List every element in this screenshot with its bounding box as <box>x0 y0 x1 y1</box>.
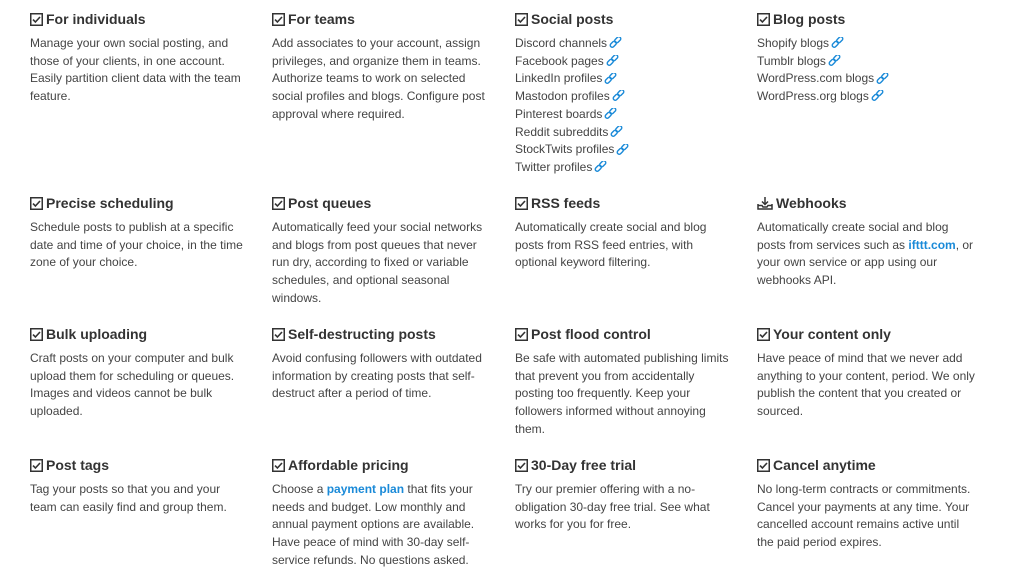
feature-title: Post tags <box>46 457 110 473</box>
feature-bulk-uploading <box>30 325 248 421</box>
link-icon[interactable] <box>831 37 844 50</box>
checkbox-icon <box>272 328 285 341</box>
checkbox-icon <box>30 328 43 341</box>
feature-precise-scheduling <box>30 194 248 272</box>
link-icon[interactable] <box>612 90 625 103</box>
feature-title: Webhooks <box>776 195 847 211</box>
feature-title: Blog posts <box>773 11 846 27</box>
feature-post-flood-control <box>515 325 733 439</box>
feature-post-queues <box>272 194 490 308</box>
checkbox-icon <box>30 197 43 210</box>
link-icon[interactable] <box>604 108 617 121</box>
feature-description: No long-term contracts or commitments. Cancel your payments at any time. Your cancelled account remains active until the paid period expires. <box>757 482 971 550</box>
feature-rss-feeds <box>515 194 733 272</box>
list-item[interactable]: Tumblr blogs <box>757 53 975 71</box>
list-item[interactable]: Discord channels <box>515 35 733 53</box>
payment-plan-link[interactable]: payment plan <box>326 482 405 496</box>
feature-description: Craft posts on your computer and bulk upload them for scheduling or queues. Images and videos cannot be bulk uploaded. <box>30 351 235 419</box>
checkbox-icon <box>515 13 528 26</box>
feature-affordable-pricing <box>272 456 490 570</box>
feature-webhooks <box>757 194 975 290</box>
blog-platform-list <box>757 35 975 106</box>
link-icon[interactable] <box>616 144 629 157</box>
link-icon[interactable] <box>604 73 617 86</box>
link-icon[interactable] <box>606 55 619 68</box>
feature-title: RSS feeds <box>531 195 601 211</box>
feature-title: Post flood control <box>531 326 651 342</box>
checkbox-icon <box>30 13 43 26</box>
ifttt-link[interactable]: ifttt.com <box>908 237 956 252</box>
feature-description: Automatically feed your social networks and blogs from post queues that never run dry, according to fixed or variable schedules, and optional seasonal windows. <box>272 220 483 305</box>
link-icon[interactable] <box>876 73 889 86</box>
feature-description: Choose a payment plan that fits your needs and budget. Low monthly and annual payment options are available. Have peace of mind with 30-day self-service refunds. No questions asked. <box>272 482 475 567</box>
link-icon[interactable] <box>594 161 607 174</box>
checkbox-icon <box>515 459 528 472</box>
feature-title: Post queues <box>288 195 372 211</box>
link-icon[interactable] <box>871 90 884 103</box>
checkbox-icon <box>757 13 770 26</box>
list-item[interactable]: Mastodon profiles <box>515 88 733 106</box>
link-icon[interactable] <box>610 126 623 139</box>
feature-title: 30-Day free trial <box>531 457 637 473</box>
feature-description: Add associates to your account, assign privileges, and organize them in teams. Authorize teams to work on selected social profiles and blogs. Configure post approval where required. <box>272 36 485 121</box>
feature-description: Schedule posts to publish at a specific date and time of your choice, in the time zone of your choice. <box>30 220 243 270</box>
list-item[interactable]: LinkedIn profiles <box>515 70 733 88</box>
feature-description: Automatically create social and blog posts from RSS feed entries, with optional keyword filtering. <box>515 220 707 270</box>
feature-title: Cancel anytime <box>773 457 876 473</box>
checkbox-icon <box>272 13 285 26</box>
list-item[interactable]: Shopify blogs <box>757 35 975 53</box>
feature-description: Automatically create social and blog posts from services such as ifttt.com, or your own service or app using our webhooks API. <box>757 220 974 288</box>
list-item[interactable]: Facebook pages <box>515 53 733 71</box>
feature-description: Tag your posts so that you and your team can easily find and group them. <box>30 482 227 514</box>
list-item[interactable]: Pinterest boards <box>515 106 733 124</box>
feature-blog-posts <box>757 10 975 106</box>
checkbox-icon <box>757 459 770 472</box>
checkbox-icon <box>272 459 285 472</box>
feature-description: Have peace of mind that we never add anything to your content, period. We only publish the content that you created or sourced. <box>757 351 975 419</box>
feature-title: Affordable pricing <box>288 457 409 473</box>
feature-description: Be safe with automated publishing limits that prevent you from accidentally posting too frequently. Keep your followers informed without annoying them. <box>515 351 729 436</box>
feature-title: Your content only <box>773 326 891 342</box>
feature-title: Precise scheduling <box>46 195 174 211</box>
checkbox-icon <box>757 328 770 341</box>
feature-title: Social posts <box>531 11 614 27</box>
checkbox-icon <box>30 459 43 472</box>
feature-self-destructing-posts <box>272 325 490 403</box>
feature-description: Try our premier offering with a no-obligation 30-day free trial. See what works for you for free. <box>515 482 710 532</box>
feature-description: Manage your own social posting, and those of your clients, in one account. Easily partition client data with the team feature. <box>30 36 241 104</box>
feature-cancel-anytime <box>757 456 975 552</box>
feature-free-trial <box>515 456 733 534</box>
social-network-list <box>515 35 733 177</box>
feature-social-posts <box>515 10 733 177</box>
feature-for-individuals <box>30 10 248 106</box>
feature-for-teams <box>272 10 490 124</box>
feature-description: Avoid confusing followers with outdated information by creating posts that self-destruct after a period of time. <box>272 351 482 401</box>
feature-your-content-only <box>757 325 975 421</box>
feature-post-tags <box>30 456 248 516</box>
link-icon[interactable] <box>609 37 622 50</box>
list-item[interactable]: Reddit subreddits <box>515 124 733 142</box>
checkbox-icon <box>515 328 528 341</box>
feature-title: For individuals <box>46 11 146 27</box>
feature-title: For teams <box>288 11 355 27</box>
list-item[interactable]: WordPress.org blogs <box>757 88 975 106</box>
feature-title: Self-destructing posts <box>288 326 436 342</box>
link-icon[interactable] <box>828 55 841 68</box>
checkbox-icon <box>515 197 528 210</box>
list-item[interactable]: Twitter profiles <box>515 159 733 177</box>
list-item[interactable]: StockTwits profiles <box>515 141 733 159</box>
checkbox-icon <box>272 197 285 210</box>
feature-title: Bulk uploading <box>46 326 148 342</box>
list-item[interactable]: WordPress.com blogs <box>757 70 975 88</box>
inbox-download-icon <box>757 196 773 210</box>
